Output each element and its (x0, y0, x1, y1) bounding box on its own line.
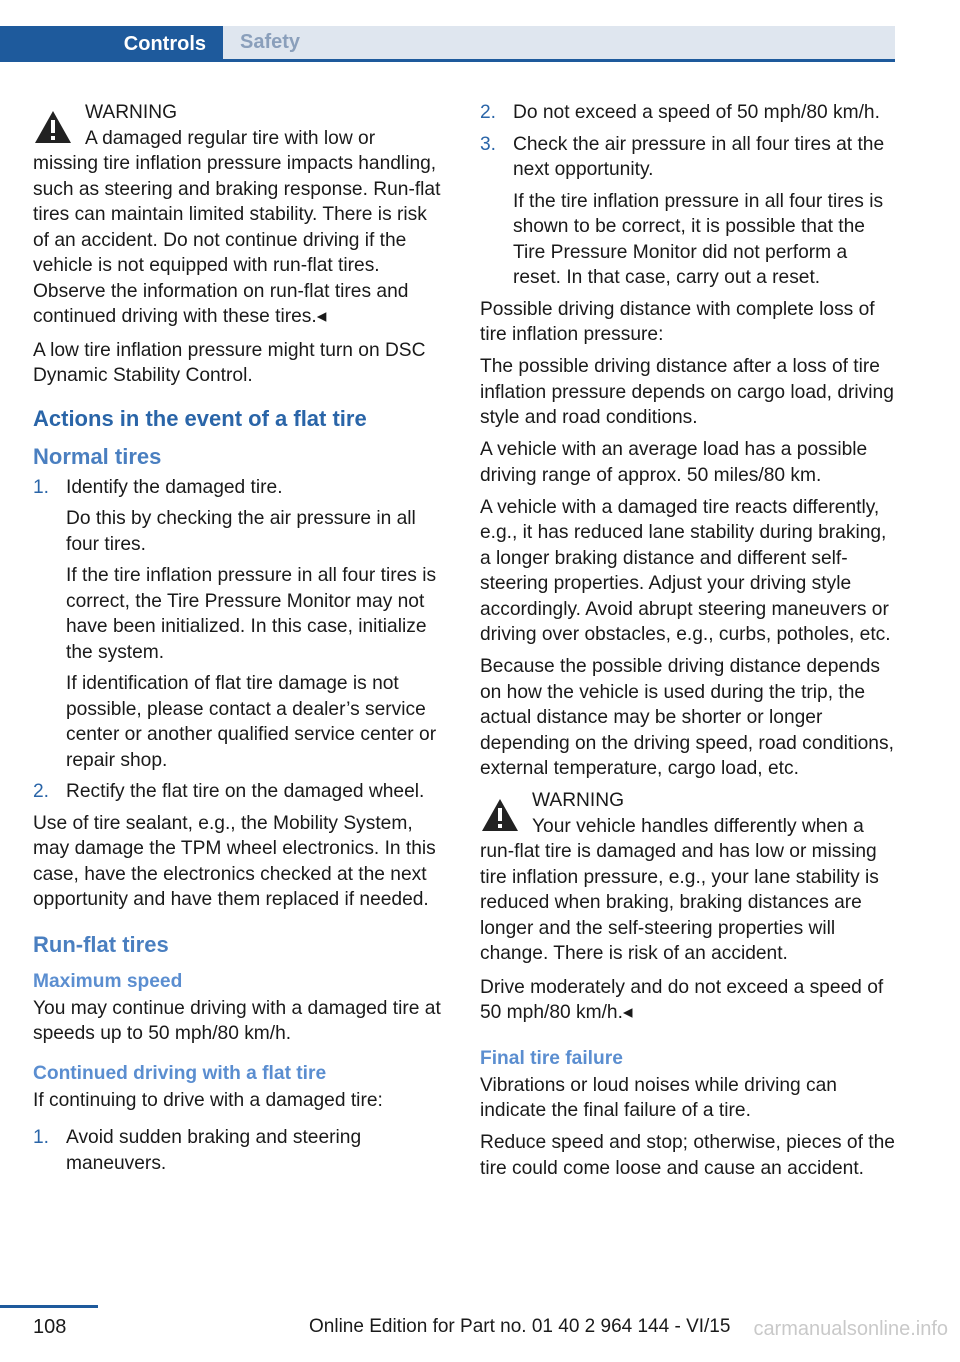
step-text: Avoid sudden braking and steering maneuvers. (66, 1127, 362, 1174)
distance-paragraph: The possible driving distance after a loss of tire inflation pressure depends on cargo load, driving style and road conditions. (480, 356, 894, 428)
edition-text: Online Edition for Part no. 01 40 2 964 144 - VI/15 (309, 1316, 731, 1337)
step-number: 2. (33, 781, 50, 802)
final-paragraph: Vibrations or loud noises while driving can indicate the final failure of a tire. (480, 1074, 837, 1121)
step-number: 3. (480, 133, 497, 155)
tab-underline (223, 59, 895, 62)
distance-heading: Possible driving distance with complete loss of tire inflation pressure: (480, 298, 875, 345)
step-number: 1. (33, 1127, 50, 1148)
heading-actions: Actions in the event of a flat tire (33, 405, 367, 431)
left-column (33, 100, 443, 1182)
continued-intro: If continuing to drive with a damaged tire: (33, 1089, 383, 1111)
final-paragraph: Reduce speed and stop; otherwise, pieces of the tire could come loose and cause an accident. (480, 1132, 895, 1179)
step-subtext: Do this by checking the air pressure in all four tires. (66, 508, 416, 555)
footer-rule (0, 1305, 98, 1308)
watermark: carmanualsonline.info (753, 1318, 948, 1340)
step-subtext: If identification of flat tire damage is not possible, please contact a dealer’s service center or another qualified service center or repair shop. (66, 673, 437, 771)
continued-steps-list (33, 1125, 443, 1176)
max-speed-text: You may continue driving with a damaged tire at speeds up to 50 mph/80 km/h. (33, 997, 441, 1044)
warning-body: Your vehicle handles differently when a run-flat tire is damaged and has low or missing tire inflation pressure, e.g., your lane stability is reduced when braking, braking distances are longer and the self-steering properties will change. There is risk of an accident. (480, 815, 879, 964)
list-item (33, 779, 443, 805)
distance-paragraph: A vehicle with a damaged tire reacts differently, e.g., it has reduced lane stability during braking, a longer braking distance and different self-steering properties. Adjust your driving style accordingly. Avoid abrupt steering maneuvers or driving over obstacles, e.g., curbs, potholes, etc. (480, 496, 891, 645)
tab-safety[interactable]: Safety (223, 26, 895, 59)
step-subtext: If the tire inflation pressure in all four tires is correct, the Tire Pressure Monitor may not have been initialized. In this case, initialize the system. (66, 565, 437, 663)
step-number: 1. (33, 476, 50, 498)
normal-steps-list (33, 475, 443, 805)
heading-final-failure: Final tire failure (480, 1047, 623, 1069)
step-subtext: If the tire inflation pressure in all four tires is shown to be correct, it is possible that the Tire Pressure Monitor did not perform a reset. In that case, carry out a reset. (513, 190, 884, 288)
warning-body-continued: Drive moderately and do not exceed a speed of 50 mph/80 km/h.◂ (480, 976, 884, 1023)
list-item (480, 132, 896, 291)
continued-steps-list-cont (480, 100, 896, 291)
step-text: Do not exceed a speed of 50 mph/80 km/h. (513, 102, 880, 123)
low-pressure-note: A low tire inflation pressure might turn on DSC Dynamic Stability Control. (33, 339, 426, 386)
header-tabs (0, 26, 895, 62)
list-item (33, 475, 443, 774)
heading-normal-tires: Normal tires (33, 443, 162, 469)
warning-box (33, 100, 443, 330)
heading-max-speed: Maximum speed (33, 970, 183, 992)
warning-title: WARNING (85, 102, 178, 123)
heading-continued-driving: Continued driving with a flat tire (33, 1062, 327, 1084)
tab-controls[interactable]: Controls (0, 26, 223, 62)
distance-paragraph: Because the possible driving distance depends on how the vehicle is used during the trip, the actual distance may be shorter or longer depending on the driving speed, road conditions, external temperature, cargo load, etc. (480, 656, 894, 779)
step-text: Rectify the flat tire on the damaged wheel. (66, 781, 425, 802)
step-number: 2. (480, 102, 497, 123)
step-text: Check the air pressure in all four tires at the next opportunity. (513, 133, 885, 180)
distance-paragraph: A vehicle with an average load has a possible driving range of approx. 50 miles/80 km. (480, 439, 868, 486)
warning-box (480, 788, 896, 967)
page-number: 108 (33, 1316, 67, 1338)
warning-triangle-icon (33, 109, 73, 145)
warning-title: WARNING (532, 790, 625, 811)
warning-body: A damaged regular tire with low or missing tire inflation pressure impacts handling, such as steering and braking response. Run-flat tires can maintain limited stability. There is risk of an accident. Do not continue driving if the vehicle is not equipped with run-flat tires. Observe the information on run-flat tires and continued driving with these tires.◂ (33, 127, 441, 327)
warning-triangle-icon (480, 797, 520, 833)
step-text: Identify the damaged tire. (66, 476, 283, 498)
list-item (480, 100, 896, 126)
heading-runflat: Run-flat tires (33, 931, 169, 957)
sealant-note: Use of tire sealant, e.g., the Mobility System, may damage the TPM wheel electronics. In this case, have the electronics checked at the next opportunity and have them replaced if needed. (33, 812, 436, 910)
list-item (33, 1125, 443, 1176)
right-column (480, 100, 896, 1188)
